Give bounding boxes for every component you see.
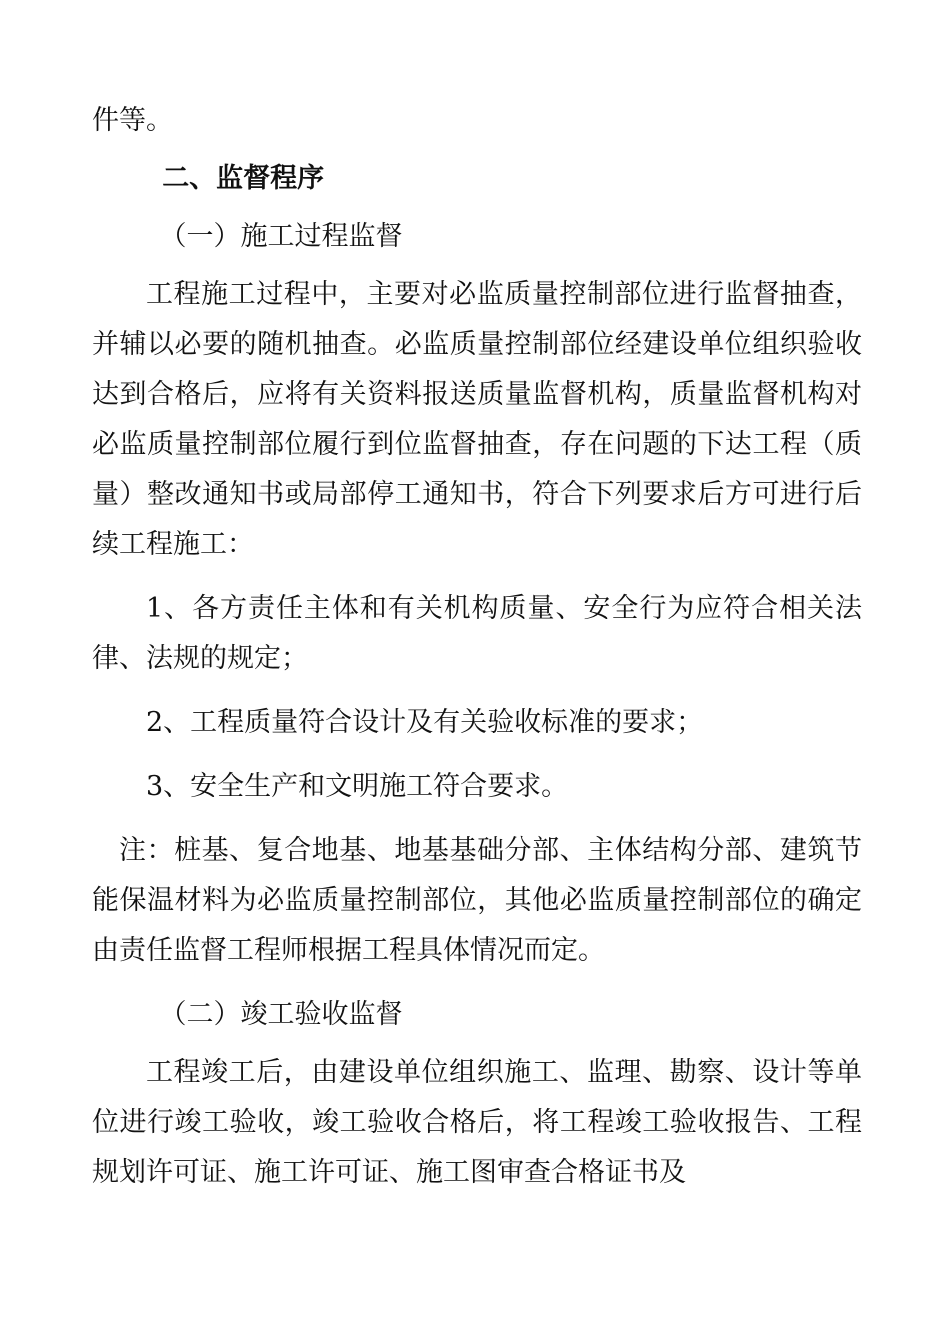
paragraph-2: 工程竣工后，由建设单位组织施工、监理、勘察、设计等单位进行竣工验收，竣工验收合格后，将工程竣工验收报告、工程规划许可证、施工许可证、施工图审查合格证书及: [92, 1057, 862, 1188]
list-item-2: 2、工程质量符合设计及有关验收标准的要求；: [146, 707, 704, 738]
subsection-title-2: （二）竣工验收监督: [159, 999, 403, 1030]
note-paragraph: 注：桩基、复合地基、地基基础分部、主体结构分部、建筑节能保温材料为必监质量控制部位，其他必监质量控制部位的确定由责任监督工程师根据工程具体情况而定。: [92, 835, 862, 966]
section-heading: 二、监督程序: [162, 163, 325, 194]
continuation-text: 件等。: [92, 105, 173, 136]
document-body: [92, 96, 862, 1198]
subsection-title-1: （一）施工过程监督: [159, 221, 403, 252]
list-item-3: 3、安全生产和文明施工符合要求。: [146, 771, 569, 802]
list-item-1: 1、各方责任主体和有关机构质量、安全行为应符合相关法律、法规的规定；: [92, 593, 862, 674]
paragraph-1: 工程施工过程中，主要对必监质量控制部位进行监督抽查，并辅以必要的随机抽查。必监质量控制部位经建设单位组织验收达到合格后，应将有关资料报送质量监督机构，质量监督机构对必监质量控制部位履行到位监督抽查，存在问题的下达工程（质量）整改通知书或局部停工通知书，符合下列要求后方可进行后续工程施工：: [92, 279, 862, 560]
